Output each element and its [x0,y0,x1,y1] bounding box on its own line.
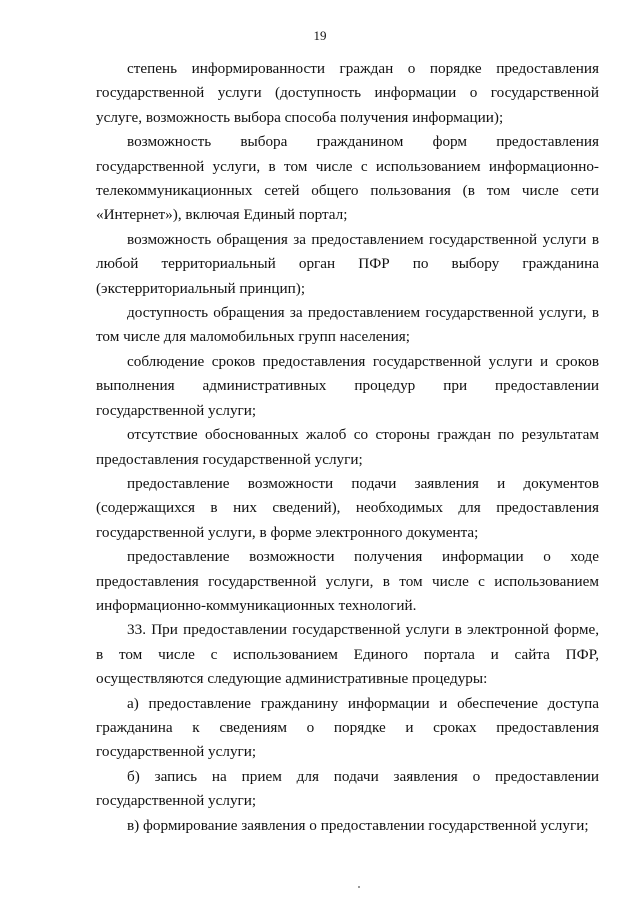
body-text [96,57,599,838]
paragraph-accessibility: доступность обращения за предоставлением государственной услуги, в том числе для маломобильных групп населения; [96,304,599,346]
page-number: 19 [313,28,327,43]
scan-speck [358,886,360,888]
paragraph-item-a: а) предоставление гражданину информации и обеспечение доступа гражданина к сведениям о порядке и сроках предоставления государственной услуги; [96,694,599,761]
paragraph-deadlines: соблюдение сроков предоставления государственной услуги и сроков выполнения административных процедур при предоставлении государственной услуги; [96,352,599,419]
paragraph-information-awareness: степень информированности граждан о порядке предоставления государственной услуги (доступность информации о государственной услуге, возможность выбора способа получения информации); [96,60,599,126]
paragraph-choice-of-forms: возможность выбора гражданином форм предоставления государственной услуги, в том числе с использованием информационно-телекоммуникационных сетей общего пользования (в том числе сети «Интернет»), включая Единый портал; [96,133,599,224]
paragraph-progress-information: предоставление возможности получения информации о ходе предоставления государственной услуги, в том числе с использованием информационно-коммуникационных технологий. [96,548,599,614]
paragraph-item-v: в) формирование заявления о предоставлении государственной услуги; [127,816,589,834]
paragraph-section-33: 33. При предоставлении государственной услуги в электронной форме, в том числе с использованием Единого портала и сайта ПФР, осуществляются следующие административные процедуры: [96,621,599,688]
paragraph-electronic-submission: предоставление возможности подачи заявления и документов (содержащихся в них сведений), необходимых для предоставления государственной услуги, в форме электронного документа; [96,474,599,541]
paragraph-item-b: б) запись на прием для подачи заявления о предоставлении государственной услуги; [96,767,599,810]
paragraph-extraterritorial-principle: возможность обращения за предоставлением государственной услуги в любой территориальный орган ПФР по выбору гражданина (экстерриториальный принцип); [96,230,599,297]
paragraph-no-complaints: отсутствие обоснованных жалоб со стороны граждан по результатам предоставления государственной услуги; [96,426,599,468]
